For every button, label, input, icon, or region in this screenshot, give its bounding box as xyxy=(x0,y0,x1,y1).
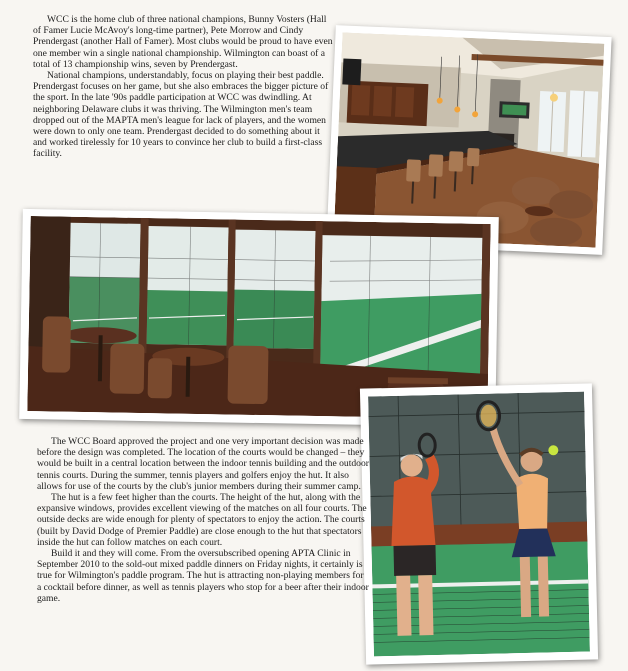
article-text-bottom xyxy=(37,436,370,604)
players-photo xyxy=(360,383,598,664)
article-text-top xyxy=(33,14,333,160)
article-paragraph: The hut is a few feet higher than the courts. The height of the hut, along with the expansive windows, provides excellent viewing of the matches on all four courts. The outside decks are wide enough for plenty of spectators to enjoy the action. The courts (built by David Dodge of Premier Paddle) are close enough to the hut that spectators inside the hut can follow matches on each court. xyxy=(37,492,367,548)
article-paragraph: National champions, understandably, focus on playing their best paddle. Prendergast focuses on her game, but she also embraces the bigger picture of the sport. In the late '90s paddle participation at WCC was dwindling. At neighboring Delaware clubs it was thriving. The Wilmington men's team dropped out of the MAPTA men's league for lack of players, and the women were down to only one team. Prendergast decided to do something about it and worked tirelessly for 10 years to convince her club to build a first-class facility. xyxy=(33,70,329,160)
article-paragraph: The WCC Board approved the project and one very important decision was made before the design was completed. The location of the courts would be changed – they would be built in a central location between the indoor tennis building and the outdoor tennis courts. During the summer, tennis players and golfers enjoy the hut. It also allows for use of the courts by the club's junior members during their summer camp. xyxy=(37,436,369,492)
article-paragraph: WCC is the home club of three national champions, Bunny Vosters (Hall of Famer Lucie McAvoy's long-time partner), Pete Morrow and Cindy Prendergast (another Hall of Famer). Most clubs would be proud to have even one member win a single national championship. Wilmington can boast of a total of 13 championship wins, seven by Prendergast. xyxy=(33,14,333,70)
players-image xyxy=(368,392,590,657)
article-paragraph: Build it and they will come. From the oversubscribed opening APTA Clinic in September 2010 to the sold-out mixed paddle dinners on Friday nights, it certainly is true for Wilmington's paddle program. The hut is attracting non-playing members for a cocktail before dinner, as well as tennis players who stop for a beer after their indoor game. xyxy=(37,548,369,604)
